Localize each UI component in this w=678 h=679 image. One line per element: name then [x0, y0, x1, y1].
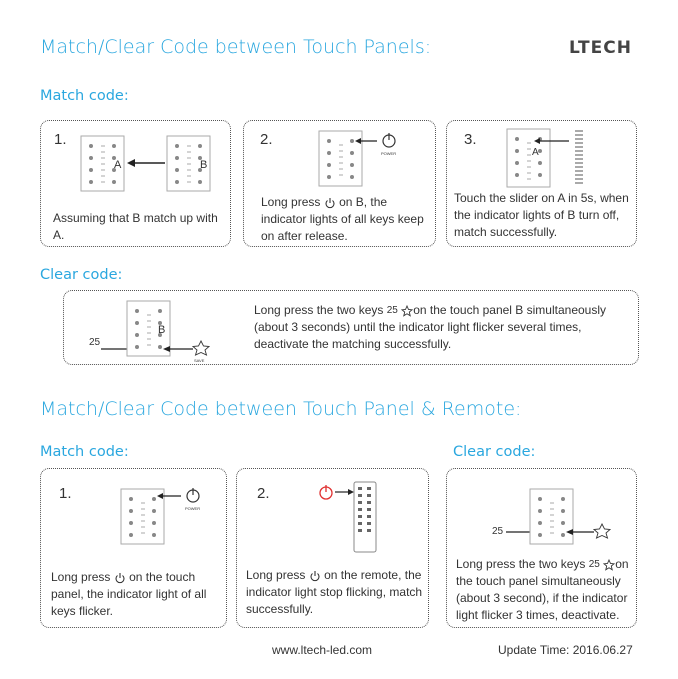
section-2-title: Match/Clear Code between Touch Panel & Remote: — [40, 398, 522, 420]
svg-text:SAVE: SAVE — [194, 358, 205, 363]
clear-code-box — [63, 290, 639, 365]
clear-code-label-2: Clear code: — [453, 444, 536, 460]
panel-power-illustration — [319, 131, 409, 191]
remote-step-2-text: Long press on the remote, the indicator light stop flicking, match successfully. — [246, 568, 423, 616]
match-code-label-2: Match code: — [40, 444, 129, 460]
step-1-text: Assuming that B match up with A. — [53, 211, 218, 242]
step-1-box — [40, 120, 231, 247]
step-number: 3. — [464, 131, 477, 148]
step-number: 2. — [260, 131, 273, 148]
svg-text:25: 25 — [492, 526, 504, 537]
step-number: 1. — [54, 131, 67, 148]
footer-website[interactable]: www.ltech-led.com — [272, 643, 373, 657]
page-title: Match/Clear Code between Touch Panels: — [40, 36, 432, 58]
power-icon — [324, 197, 336, 209]
match-code-label: Match code: — [40, 88, 129, 104]
save-star-icon — [401, 305, 413, 317]
power-icon — [309, 570, 321, 582]
twentyfive-icon: 25 — [386, 305, 398, 317]
panel-a-label: A — [114, 159, 122, 171]
remote-step-1-box — [40, 468, 227, 628]
panel-slider-illustration — [507, 129, 597, 191]
step-number: 2. — [257, 485, 270, 502]
svg-text:POWER: POWER — [381, 151, 397, 156]
panel-clear-illustration — [89, 301, 219, 363]
remote-clear-text: Long press the two keys 25 on the touch panel simultaneously (about 3 second), if the indicator light flicker 3 times, deactivate. — [456, 557, 629, 623]
step-3-text: Touch the slider on A in 5s, when the indicator lights of B turn off, match successfully. — [454, 191, 629, 239]
clear-code-label: Clear code: — [40, 267, 123, 283]
step-number: 1. — [59, 485, 72, 502]
twentyfive-icon: 25 — [588, 559, 600, 571]
svg-text:25: 25 — [89, 337, 101, 348]
panel-power-illustration — [121, 489, 221, 549]
footer-update-time: Update Time: 2016.06.27 — [498, 643, 633, 657]
panel-b-label: B — [200, 159, 208, 171]
panels-a-b-illustration — [81, 136, 221, 196]
remote-step-2-box — [236, 468, 429, 628]
clear-code-text: Long press the two keys 25 on the touch panel B simultaneously (about 3 seconds) until the indicator light flicker several times, deactivate the matching successfully. — [254, 303, 607, 352]
panel-clear-illustration — [492, 489, 612, 551]
step-2-text: Long press on B, the indicator lights of all keys keep on after release. — [261, 195, 424, 243]
svg-text:A: A — [532, 147, 539, 158]
step-2-box — [243, 120, 436, 247]
save-star-icon — [603, 559, 615, 571]
power-icon — [114, 572, 126, 584]
step-3-box — [446, 120, 637, 247]
remote-illustration — [319, 481, 389, 556]
remote-step-1-text: Long press on the touch panel, the indicator light of all keys flicker. — [51, 570, 207, 618]
svg-text:B: B — [158, 324, 166, 336]
svg-text:POWER: POWER — [185, 506, 201, 511]
remote-clear-box — [446, 468, 637, 628]
ltech-logo: LTECH — [569, 38, 632, 58]
